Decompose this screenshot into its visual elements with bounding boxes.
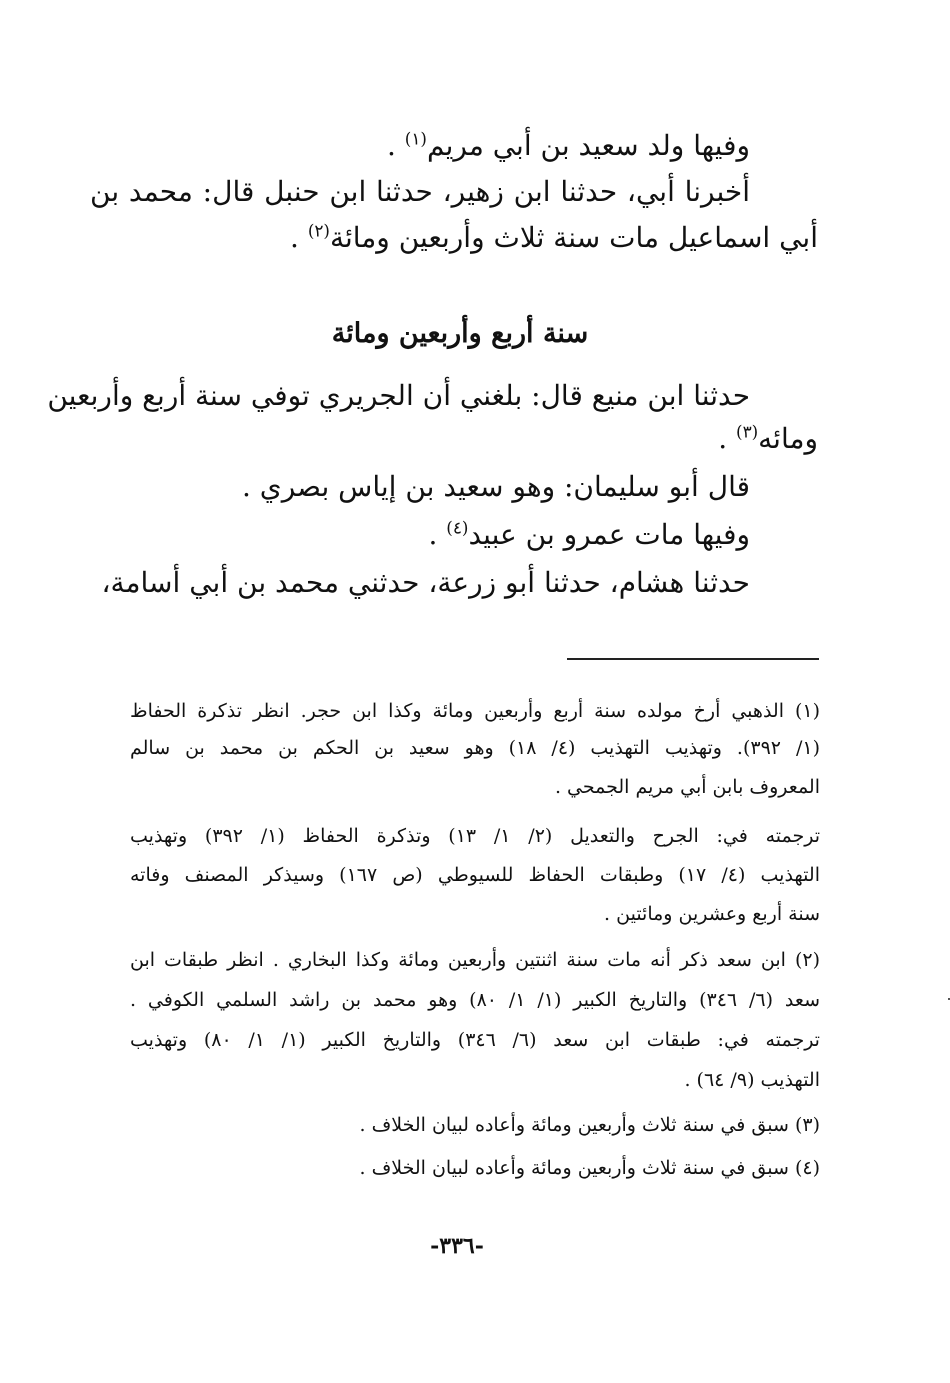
page-number <box>0 1233 950 1259</box>
body-text: حدثنا هشام، حدثنا أبو زرعة، حدثني محمد بن أبي أسامة، <box>101 566 750 599</box>
footnote-text: ترجمته في: الجرح والتعديل (٢/ ١/ ١٣) وتذكرة الحفاظ (١/ ٣٩٢) وتهذيب <box>130 825 820 847</box>
body-line-2 <box>90 172 750 212</box>
footnote-text: سعد (٦/ ٣٤٦) والتاريخ الكبير (١/ ١/ ٨٠) وهو محمد بن راشد السلمي الكوفي . <box>130 989 820 1011</box>
footnote-text: (٤) سبق في سنة ثلاث وأربعين ومائة وأعاده لبيان الخلاف . <box>359 1157 820 1179</box>
body-line-4 <box>47 376 750 416</box>
footnote-line-11 <box>359 1110 820 1140</box>
footnote-line-4 <box>130 821 820 851</box>
footnote-ref-2: (٢) <box>307 220 330 241</box>
footnote-text: (٢) ابن سعد ذكر أنه مات سنة اثنتين وأربعين ومائة وكذا البخاري . انظر طبقات ابن <box>130 949 820 971</box>
body-text: . <box>428 518 447 551</box>
footnote-separator <box>567 658 819 660</box>
body-text: وفيها مات عمرو بن عبيد <box>468 518 750 551</box>
footnote-text: (١) الذهبي أرخ مولده سنة أربع وأربعين ومائة وكذا ابن حجر. انظر تذكرة الحفاظ <box>130 700 820 722</box>
body-text: أخبرنا أبي، حدثنا ابن زهير، حدثنا ابن حنبل قال: محمد بن <box>90 175 750 208</box>
footnote-line-8 <box>130 985 820 1015</box>
footnote-text: التهذيب (٤/ ١٧) وطبقات الحفاظ للسيوطي (ص ١٦٧) وسيذكر المصنف وفاته <box>130 864 820 886</box>
body-text: قال أبو سليمان: وهو سعيد بن إياس بصري . <box>242 470 750 503</box>
body-line-5 <box>718 419 818 459</box>
body-line-8 <box>101 563 750 603</box>
body-line-6 <box>242 467 750 507</box>
footnote-line-10 <box>684 1065 820 1095</box>
footnote-ref-4: (٤) <box>446 517 469 538</box>
footnote-ref-1: (١) <box>404 128 427 149</box>
footnote-line-12 <box>359 1153 820 1183</box>
body-line-7 <box>428 515 750 555</box>
footnote-text: ترجمته في: طبقات ابن سعد (٦/ ٣٤٦) والتاريخ الكبير (١/ ١/ ٨٠) وتهذيب <box>130 1029 820 1051</box>
body-text: وفيها ولد سعيد بن أبي مريم <box>426 129 750 162</box>
body-text: . <box>718 422 736 455</box>
footnote-text: (١/ ٣٩٢). وتهذيب التهذيب (٤/ ١٨) وهو سعيد بن الحكم بن محمد بن سالم <box>130 737 820 759</box>
footnote-text: (٣) سبق في سنة ثلاث وأربعين ومائة وأعاده لبيان الخلاف . <box>359 1114 820 1136</box>
body-text: حدثنا ابن منيع قال: بلغني أن الجريري توفي سنة أربع وأربعين <box>47 379 750 412</box>
body-line-3 <box>290 218 818 258</box>
footnote-line-6 <box>604 899 820 929</box>
footnote-line-2 <box>130 733 820 763</box>
body-line-1 <box>387 126 750 166</box>
heading-text: سنة أربع وأربعين ومائة <box>331 318 589 349</box>
footnote-line-1 <box>130 696 820 726</box>
footnote-text: سنة أربع وعشرين ومائتين . <box>604 903 820 925</box>
footnote-line-5 <box>130 860 820 890</box>
body-text: . <box>290 221 308 254</box>
footnote-ref-3: (٣) <box>736 421 759 442</box>
body-text: . <box>386 129 405 162</box>
footnote-line-7 <box>130 945 820 975</box>
footnote-line-9 <box>130 1025 820 1055</box>
body-text: أبي اسماعيل مات سنة ثلاث وأربعين ومائة <box>329 221 818 254</box>
page-number-text: -٣٣٦- <box>430 1233 484 1259</box>
body-text: ومائه <box>758 422 818 455</box>
footnote-line-3 <box>555 772 820 802</box>
footnote-text: التهذيب (٩/ ٦٤) . <box>684 1069 820 1091</box>
section-heading <box>0 314 950 354</box>
footnote-text: المعروف بابن أبي مريم الجمحي . <box>554 776 820 798</box>
